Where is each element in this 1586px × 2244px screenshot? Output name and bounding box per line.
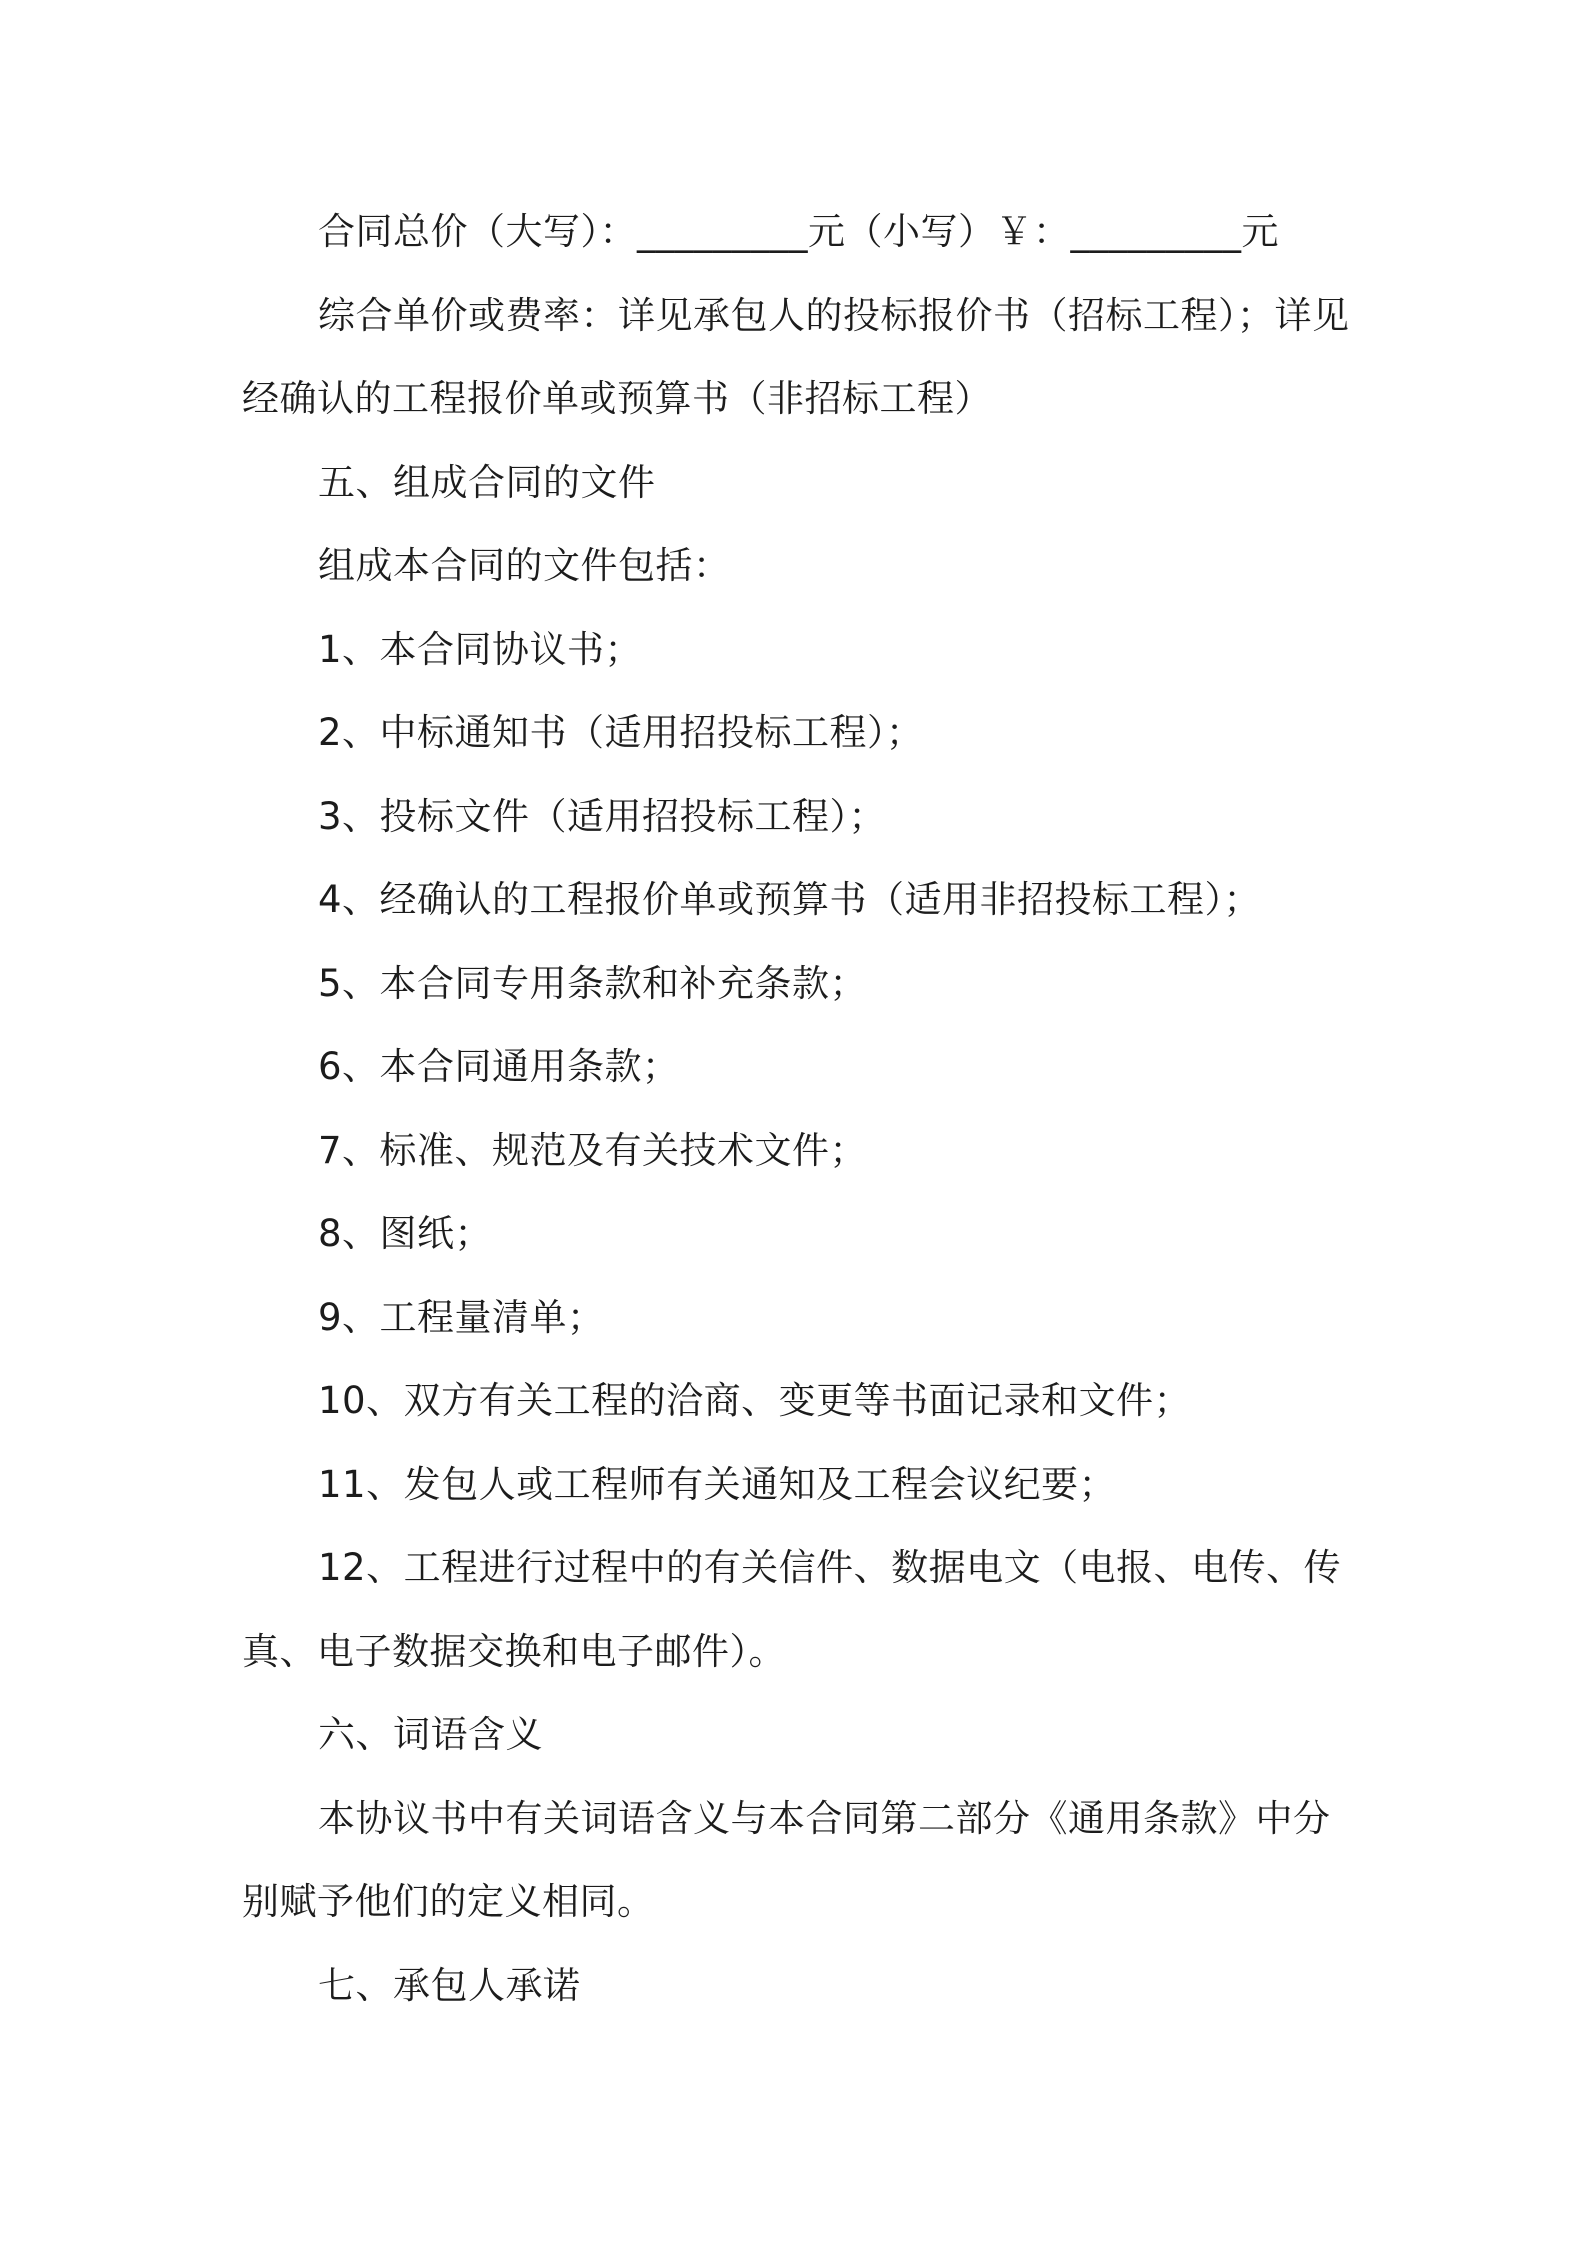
list-item: 3、投标文件（适用招投标工程）； bbox=[318, 794, 887, 838]
list-item: 9、工程量清单； bbox=[318, 1295, 605, 1339]
list-item: 6、本合同通用条款； bbox=[318, 1045, 680, 1088]
contract-total-price-line: 合同总价（大写）：_________元（小写）￥：_________元 bbox=[318, 210, 1279, 253]
section-heading-contractor-commitment: 七、承包人承诺 bbox=[318, 1963, 581, 2007]
list-item: 8、图纸； bbox=[318, 1212, 493, 1255]
list-item: 2、中标通知书（适用招投标工程）； bbox=[318, 711, 924, 754]
list-item: 1、本合同协议书； bbox=[318, 627, 643, 671]
list-item: 4、经确认的工程报价单或预算书（适用非招投标工程）； bbox=[318, 878, 1262, 921]
list-item: 10、双方有关工程的洽商、变更等书面记录和文件； bbox=[318, 1379, 1192, 1422]
list-item: 12、工程进行过程中的有关信件、数据电文（电报、电传、传真、电子数据交换和电子邮件）。 bbox=[242, 1546, 1342, 1673]
term-meanings-paragraph: 本协议书中有关词语含义与本合同第二部分《通用条款》中分别赋予他们的定义相同。 bbox=[242, 1796, 1331, 1923]
section-heading-contract-documents: 五、组成合同的文件 bbox=[318, 460, 656, 504]
document-body bbox=[242, 190, 1360, 2027]
list-item: 7、标准、规范及有关技术文件； bbox=[318, 1128, 868, 1172]
list-item: 5、本合同专用条款和补充条款； bbox=[318, 961, 868, 1005]
list-item: 11、发包人或工程师有关通知及工程会议纪要； bbox=[318, 1462, 1117, 1506]
documents-intro: 组成本合同的文件包括： bbox=[318, 544, 731, 587]
unit-price-rate-paragraph: 综合单价或费率：详见承包人的投标报价书（招标工程）；详见经确认的工程报价单或预算书（非招标工程） bbox=[242, 293, 1350, 420]
section-heading-term-meanings: 六、词语含义 bbox=[318, 1713, 543, 1756]
